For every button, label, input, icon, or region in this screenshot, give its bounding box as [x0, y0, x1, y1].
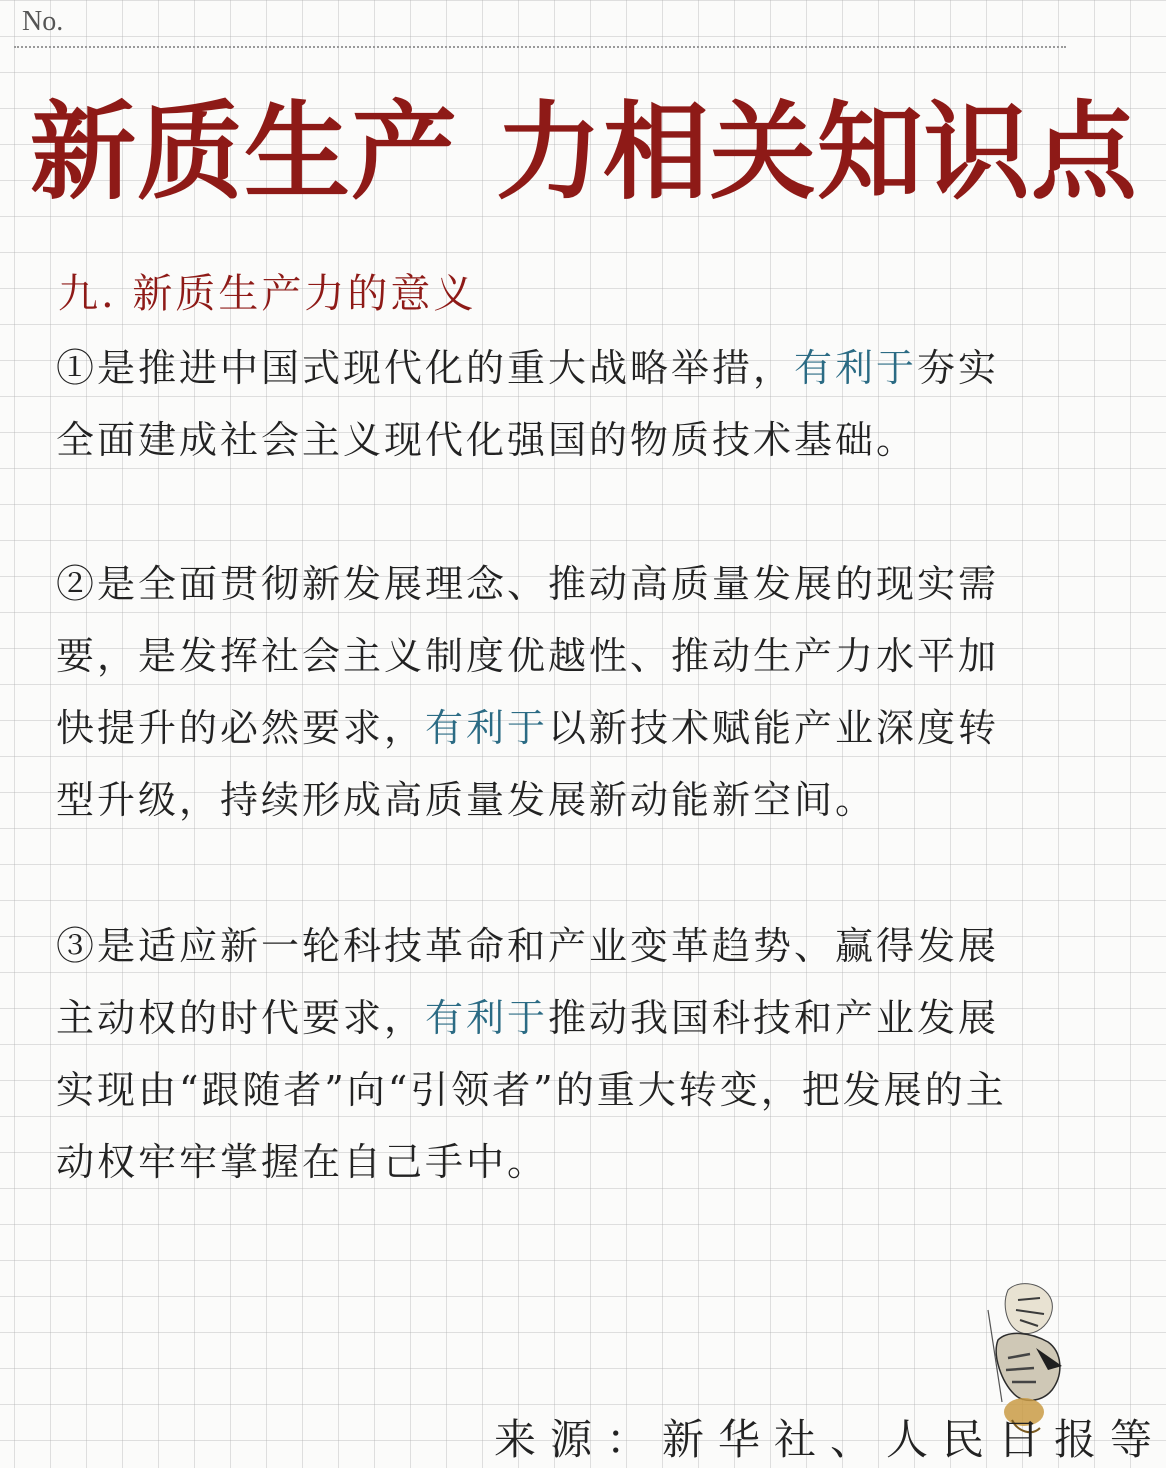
- point-item-1: [56, 332, 1026, 476]
- header-dotted-divider: [14, 46, 1066, 48]
- point-text: ①是推进中国式现代化的重大战略举措，: [56, 346, 795, 390]
- highlight-keyword: 有利于: [425, 706, 549, 750]
- section-heading: 九. 新质生产力的意义: [58, 271, 477, 317]
- page-title: 新质生产 力相关知识点: [30, 91, 1138, 214]
- highlight-keyword: 有利于: [425, 996, 549, 1040]
- source-note: 来源：新华社、人民日报等: [494, 1415, 1166, 1464]
- point-text: 以新技术赋能产业深度转型升级，持续形成高质量发展新动能新空间。: [56, 706, 1000, 822]
- point-text: ②是全面贯彻新发展理念、推动高质量发展的现实需要，是发挥社会主义制度优越性、推动生产力水平加快提升的必然要求，: [56, 562, 1000, 750]
- point-text: 夯实全面建成社会主义现代化强国的物质技术基础。: [56, 346, 1000, 462]
- point-text: ③是适应新一轮科技革命和产业变革趋势、赢得发展主动权的时代要求，: [56, 924, 1000, 1040]
- point-item-3: [56, 910, 1026, 1198]
- page-number-label: No.: [22, 6, 64, 37]
- point-item-2: [56, 548, 1026, 836]
- highlight-keyword: 有利于: [794, 346, 918, 390]
- point-text: 推动我国科技和产业发展实现由“跟随者”向“引领者”的重大转变，把发展的主动权牢牢掌握在自己手中。: [56, 996, 1007, 1184]
